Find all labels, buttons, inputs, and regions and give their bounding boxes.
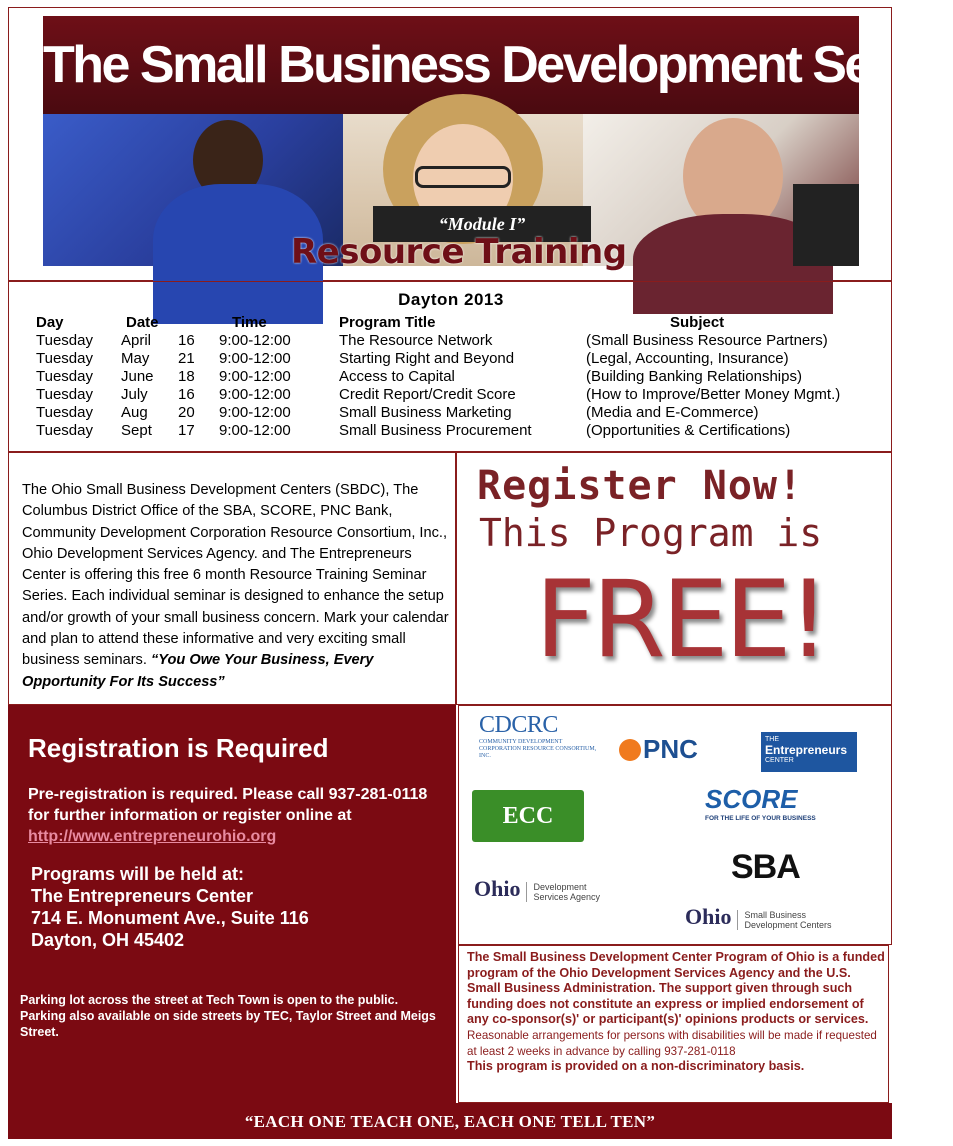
description-panel [8,452,456,705]
entre-logo-text: Entrepreneurs [765,743,848,757]
free-label: FREE! [535,558,827,681]
table-row [9,368,893,386]
glasses-icon [415,166,511,188]
pnc-logo [619,734,698,765]
registration-link[interactable]: http://www.entrepreneurohio.org [28,828,277,845]
score-logo [705,784,845,822]
cell-program: Access to Capital [339,368,455,385]
parking-info: Parking lot across the street at Tech Town is open to the public. Parking also available on side streets by TEC, Taylor Street and Meigs Street. [20,993,436,1039]
sponsor-logos [458,705,892,945]
cell-day: Tuesday [36,386,93,403]
cell-time: 9:00-12:00 [219,386,291,403]
col-time: Time [232,314,267,331]
cell-month: May [121,350,150,367]
cell-month: July [121,386,148,403]
banner-photo-strip [43,114,859,272]
disclaimer-text [467,950,885,1075]
cell-time: 9:00-12:00 [219,350,291,367]
ohio-dev-subtext [526,882,600,902]
venue-street: 714 E. Monument Ave., Suite 116 [31,908,309,928]
table-row [9,404,893,422]
register-now-panel [456,452,892,705]
description-quote: “You Owe Your Business, Every Opportunity For Its Success” [22,652,374,690]
ohio-sbdc-line1: Small Business [744,909,806,920]
cdcrc-logo-text: CDCRC [479,712,558,738]
ohio-dev-line2: Services Agency [533,891,601,902]
ohio-sbdc-subtext [737,910,831,930]
cell-month: Aug [121,404,148,421]
registration-instructions [28,784,448,847]
cell-month: June [121,368,154,385]
entrepreneurs-center-logo [761,732,857,772]
registration-panel [8,705,456,1103]
entre-logo-small: THE [765,736,779,743]
monitor-icon [793,184,859,266]
venue-heading: Programs will be held at: [31,864,245,884]
cell-program: The Resource Network [339,332,493,349]
description-body: The Ohio Small Business Development Centers (SBDC), The Columbus District Office of the SBA, SCORE, PNC Bank, Community Development Corporation Resource Consortium, Inc., Ohio Development Services Agency. and The Entrepreneurs Center is offering this free 6 month Resource Training Seminar Series. Each individual seminar is designed to enhance the setup and/or growth of your small business concern. Mark your calendar and plan to attend these informative and very exciting small business seminars. [22,482,449,669]
cell-day: Tuesday [36,422,93,439]
cdcrc-logo [479,712,599,758]
banner-subtitle: Resource Training [291,232,627,272]
disclaimer-nondiscrimination: This program is provided on a non-discriminatory basis. [467,1059,805,1074]
cell-time: 9:00-12:00 [219,368,291,385]
table-row [9,350,893,368]
ohio-development-logo [474,876,600,902]
disclaimer-bold: The Small Business Development Center Program of Ohio is a funded program of the Ohio Development Services Agency and the U.S. Small Business Administration. The support given through such funding does not constitute an express or implied endorsement of any co-sponsor(s)' or participant(s)' opinions products or services. [467,950,885,1027]
venue-name: The Entrepreneurs Center [31,886,254,906]
registration-text: Pre-registration is required. Please call 937-281-0118 for further information or register online at [28,786,428,824]
col-date: Date [126,314,159,331]
schedule-header-row [9,314,893,332]
disclaimer-panel [458,945,889,1103]
ohio-sbdc-line2: Development Centers [744,919,832,930]
cell-program: Starting Right and Beyond [339,350,515,367]
cell-program: Credit Report/Credit Score [339,386,516,403]
cell-day: Tuesday [36,404,93,421]
cell-program: Small Business Marketing [339,404,512,421]
pnc-mark-icon [619,739,641,761]
ohio-logo-text: Ohio [685,904,732,929]
footer-motto: “EACH ONE TEACH ONE, EACH ONE TELL TEN” [8,1103,892,1139]
table-row [9,422,893,440]
cell-program: Small Business Procurement [339,422,532,439]
banner [8,7,953,281]
cell-month: Sept [121,422,152,439]
cell-subject: (Media and E-Commerce) [586,404,759,421]
cdcrc-logo-subtext: COMMUNITY DEVELOPMENT CORPORATION RESOURCE CONSORTIUM, INC. [479,739,597,759]
cell-date: 18 [178,368,195,385]
score-logo-text: SCORE [705,784,798,814]
venue-city: Dayton, OH 45402 [31,930,185,950]
cell-day: Tuesday [36,350,93,367]
cell-date: 17 [178,422,195,439]
register-now-subheading: This Program is [479,511,823,555]
col-day: Day [36,314,64,331]
cell-month: April [121,332,152,349]
table-row [9,332,893,350]
ohio-dev-line1: Development [533,881,587,892]
pnc-logo-text: PNC [643,734,698,764]
module-label: “Module I” [373,206,591,242]
description-text [22,480,452,693]
entre-logo-sub: CENTER [765,757,794,764]
ohio-sbdc-logo [685,904,832,930]
cell-subject: (How to Improve/Better Money Mgmt.) [586,386,841,403]
register-now-heading: Register Now! [477,463,804,509]
cell-date: 16 [178,386,195,403]
cell-time: 9:00-12:00 [219,404,291,421]
cell-subject: (Opportunities & Certifications) [586,422,791,439]
cell-subject: (Building Banking Relationships) [586,368,802,385]
ecc-logo: ECC [472,790,584,842]
cell-date: 21 [178,350,195,367]
registration-title: Registration is Required [28,733,329,763]
cell-date: 16 [178,332,195,349]
banner-title: The Small Business Development Series [43,16,859,114]
col-subject: Subject [670,314,725,331]
cell-day: Tuesday [36,332,93,349]
score-logo-tagline: FOR THE LIFE OF YOUR BUSINESS [705,815,816,822]
cell-time: 9:00-12:00 [219,332,291,349]
sba-logo: SBA [731,848,800,886]
col-program: Program Title [339,314,436,331]
cell-subject: (Small Business Resource Partners) [586,332,828,349]
table-row [9,386,893,404]
venue-block [31,863,451,951]
schedule-heading: Dayton 2013 [398,290,504,309]
cell-time: 9:00-12:00 [219,422,291,439]
cell-subject: (Legal, Accounting, Insurance) [586,350,789,367]
ohio-logo-text: Ohio [474,876,521,901]
cell-date: 20 [178,404,195,421]
schedule-table [8,281,892,452]
disclaimer-accessibility: Reasonable arrangements for persons with disabilities will be made if requested at least 2 weeks in advance by calling 937-281-0118 [467,1028,877,1058]
cell-day: Tuesday [36,368,93,385]
